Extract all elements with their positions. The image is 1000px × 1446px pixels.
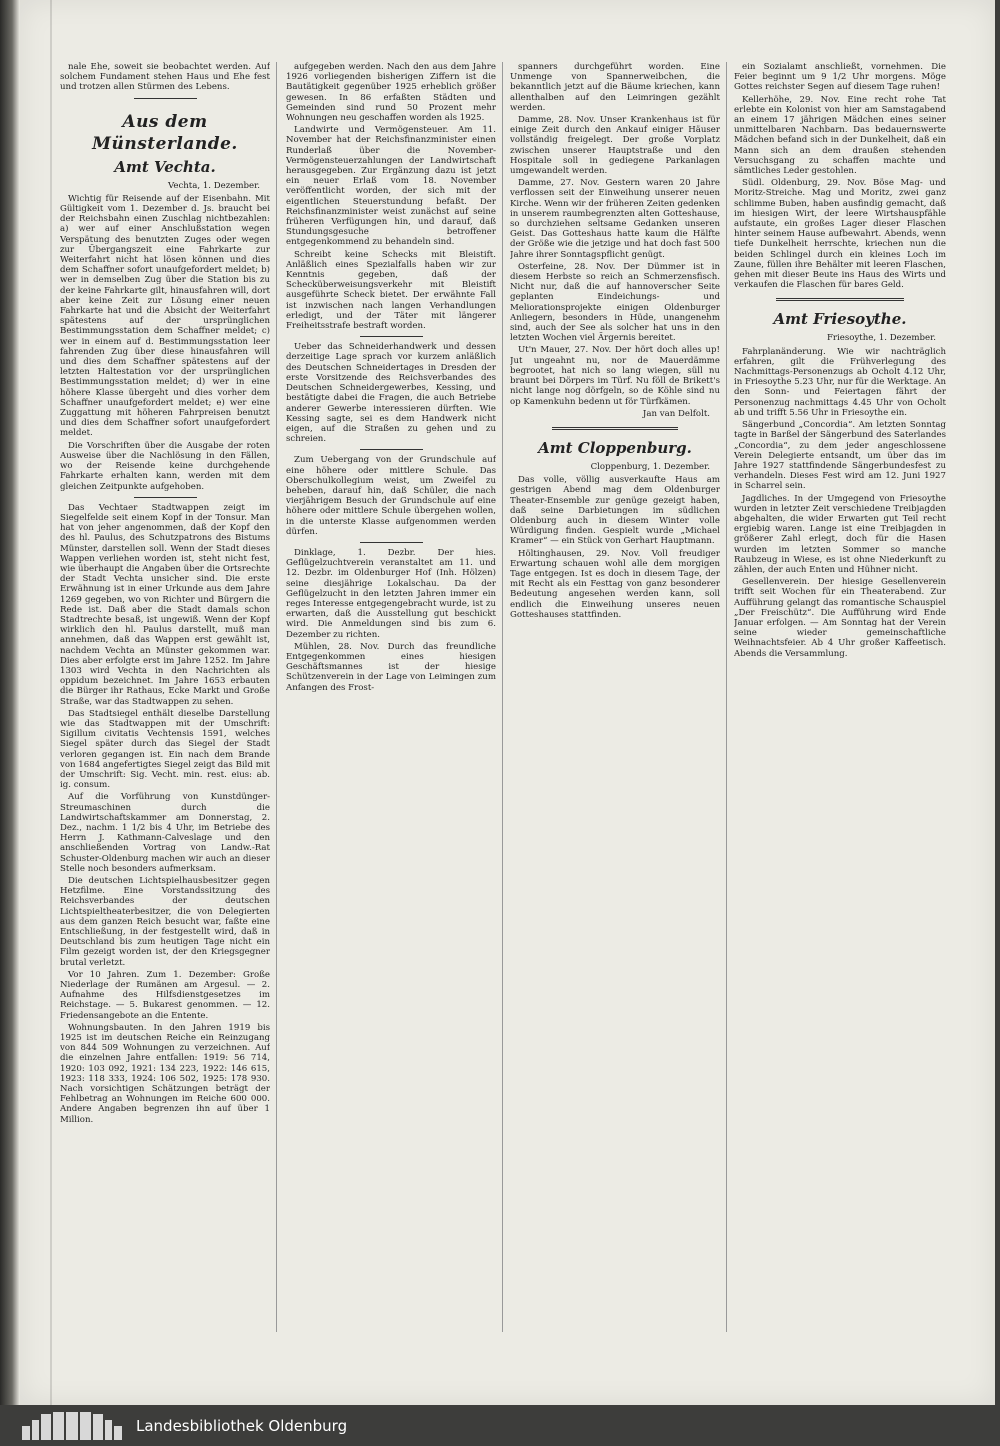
column-rule <box>726 62 727 1332</box>
article-text: Osterfeine, 28. Nov. Der Dümmer ist in diesem Herbste so reich an Schmerzensfisch. Nicht nur, daß die auf hannoverscher Seite geplanten Eindeichungs- und Meliorationsprojekte einigen Oldenburger Anliegern, besonders in Hüde, unangenehm sind, auch der See als solcher hat uns in den letzten Wochen viel Ärgernis bereitet. <box>510 261 720 344</box>
divider <box>552 427 678 430</box>
article-text: Damme, 28. Nov. Unser Krankenhaus ist für einige Zeit durch den Ankauf einiger Häuser vollständig freigelegt. Der große Vorplatz zwischen unserer Hauptstraße und den Hospitale soll in gediegene Parkanlagen umgewandelt werden. <box>510 115 720 177</box>
article-text: Landwirte und Vermögensteuer. Am 11. November hat der Reichsfinanzminister einen Runderlaß über die November-Vermögensteuerzahlungen der Landwirtschaft herausgegeben. Zur Ergänzung dazu ist jetzt ein neuer Erlaß vom 18. November veröffentlicht worden, der sich mit der eigentlichen Steuerstundung befaßt. Der Reichsfinanzminister weist zunächst auf seine früheren Verfügungen hin, und darauf, daß Stundungsgesuche betroffener entgegenkommend zu behandeln sind. <box>286 125 496 248</box>
footer-bar <box>0 1405 1000 1446</box>
dateline: Friesoythe, 1. Dezember. <box>826 333 936 344</box>
subsection-heading: Amt Friesoythe. <box>773 310 907 329</box>
column-4 <box>734 62 946 1372</box>
dateline: Vechta, 1. Dezember. <box>167 180 260 191</box>
signature: Jan van Delfolt. <box>642 408 710 419</box>
scan-edge <box>0 0 20 1405</box>
article-text: Sängerbund „Concordia“. Am letzten Sonntag tagte in Barßel der Sängerbund des Saterlandes „Concordia“, zu dem jeder angeschlossene Verein Delegierte entsandt, um über das im Jahre 1927 stattfindende Sängerbundesfest zu verhandeln. Dieses Fest wird am 12. Juni 1927 in Scharrel sein. <box>734 420 946 492</box>
article-text: Ut'n Mauer, 27. Nov. Der hört doch alles up! Jut ungeahnt nu, nor de Mauerdämme begrootet, hat nich so lang wiegen, süll nu braunt bei Dörpers im Türf. Nu föll de Brikett's nicht lange nog dörfgeln, so de Köhle sind nu op Kamenkuhn bedenn ut för Türfkämen. <box>510 345 720 407</box>
article-text: Kellerhöhe, 29. Nov. Eine recht rohe Tat erlebte ein Kolonist von hier am Samstagabend an einem 17 jährigen Mädchen eines seiner unmittelbaren Nachbarn. Das bedauernswerte Mädchen befand sich in der Dunkelheit, daß ein Mann sich an dem draußen stehenden Versuchsgang zu schaffen machte und sämtliches Leder gestohlen. <box>734 94 946 177</box>
article-text: Wichtig für Reisende auf der Eisenbahn. Mit Gültigkeit vom 1. Dezember d. Js. braucht bei der Reichsbahn einen Zuschlag nichtbezahlen: a) wer auf einer Anschlußstation wegen Verspätung des benutzten Zuges oder wegen zur Übergangszeit eine Fahrkarte zur Weiterfahrt nicht hat lösen können und dies dem Schaffner sofort unaufgefordert meldet; b) wer in demselben Zug über die Station bis zu der keine Fahrkarte gilt, hinausfahren will, dort aber keine Zeit zur Lösung einer neuen Fahrkarte hat und die Absicht der Weiterfahrt spätestens auf der ursprünglichen Bestimmungsstation dem Schaffner meldet; c) wer in einem auf d. Bestimmungsstation leer fahrenden Zug über diese hinausfahren will und dies dem Schaffner spätestens auf der letzten Haltestation vor der ursprünglichen Bestimmungsstation meldet; d) wer in eine höhere Klasse übergeht und dies vorher dem Schaffner unaufgefordert meldet; e) wer eine Zuggattung mit höheren Fahrpreisen benutzt und dies dem Schaffner sofort unaufgefordert meldet. <box>60 193 270 439</box>
subsection-heading: Amt Vechta. <box>114 157 216 176</box>
article-text: Auf die Vorführung von Kunstdünger-Streumaschinen durch die Landwirtschaftskammer am Donnerstag, 2. Dez., nachm. 1 1/2 bis 4 Uhr, im Betriebe des Herrn J. Kathmann-Calveslage und den anschließenden Vortrag von Landw.-Rat Schuster-Oldenburg machen wir auch an dieser Stelle noch besonders aufmerksam. <box>60 792 270 874</box>
article-text: Zum Uebergang von der Grundschule auf eine höhere oder mittlere Schule. Das Oberschulkollegium weist, um Zweifel zu beheben, darauf hin, daß Schüler, die nach vierjährigem Besuch der Grundschule auf eine höhere oder mittlere Schule übergehen wollen, in die unterste Klasse aufgenommen werden dürfen. <box>286 455 496 537</box>
article-text: Die deutschen Lichtspielhausbesitzer gegen Hetzfilme. Eine Vorstandssitzung des Reichsverbandes der deutschen Lichtspieltheaterbesitzer, die von Delegierten aus dem ganzen Reich besucht war, faßte eine Entschließung, in der festgestellt wird, daß in Deutschland bis zum heutigen Tage nicht ein Film gezeigt worden ist, der den Kriegsgegner brutal verletzt. <box>60 876 270 968</box>
article-text: Wohnungsbauten. In den Jahren 1919 bis 1925 ist im deutschen Reiche ein Reinzugang von 844 509 Wohnungen zu verzeichnen. Auf die einzelnen Jahre entfallen: 1919: 56 714, 1920: 103 092, 1921: 134 223, 1922: 146 615, 1923: 118 333, 1924: 106 502, 1925: 178 930. Nach vorsichtigen Schätzungen beträgt der Fehlbetrag an Wohnungen im Reiche 600 000. Andere Angaben begrenzen ihn auf über 1 Million. <box>60 1022 270 1125</box>
divider <box>360 336 423 337</box>
library-building-icon <box>22 1412 122 1440</box>
article-text: spanners durchgeführt worden. Eine Unmenge von Spannerweibchen, die bekanntlich jetzt auf die Bäume kriechen, kann allenthalben auf den Leimringen gezählt werden. <box>510 62 720 113</box>
article-text: nale Ehe, soweit sie beobachtet werden. Auf solchem Fundament stehen Haus und Ehe fest und trotzen allen Stürmen des Lebens. <box>60 62 270 93</box>
article-text: ein Sozialamt anschließt, vornehmen. Die Feier beginnt um 9 1/2 Uhr morgens. Möge Gottes reichster Segen auf diesem Tage ruhen! <box>734 62 946 93</box>
fold-line <box>50 0 52 1405</box>
article-text: Südl. Oldenburg, 29. Nov. Böse Mag- und Moritz-Streiche. Mag und Moritz, zwei ganz schlimme Buben, haben ausfindig gemacht, daß im hiesigen Wirt, der leere Wirtshauspfähle aufstaute, ein großes Lager dieser Flaschen hinter seinem Hause aufbewahrt. Abends, wenn tiefe Dunkelheit herrschte, kriechen nun die beiden Schlingel durch ein kleines Loch im Zaune, füllen ihre Behälter mit leeren Flaschen, gehen mit dieser Beute ins Haus des Wirts und verkaufen die Flaschen für bares Geld. <box>734 178 946 291</box>
divider <box>360 449 423 450</box>
dateline: Cloppenburg, 1. Dezember. <box>590 461 710 472</box>
column-2 <box>286 62 496 1372</box>
column-3 <box>510 62 720 1372</box>
article-text: Die Vorschriften über die Ausgabe der roten Ausweise über die Nachlösung in den Fällen, wo der Reisende keine durchgehende Fahrkarte erhalten kann, werden mit dem gleichen Zeitpunkte aufgehoben. <box>60 440 270 492</box>
article-text: Höltinghausen, 29. Nov. Voll freudiger Erwartung schauen wohl alle dem morgigen Tage entgegen. Ist es doch in diesem Tage, der mit Recht als ein Festtag von ganz besonderer Bedeutung angesehen werden kann, soll endlich die Einweihung unseres neuen Gotteshauses stattfinden. <box>510 548 720 620</box>
column-rule <box>276 62 277 1332</box>
article-text: Ueber das Schneiderhandwerk und dessen derzeitige Lage sprach vor kurzem anläßlich des Deutschen Schneidertages in Dresden der erste Vorsitzende des Reichsverbandes des Deutschen Schneidergewerbes, Kessing, und bestätigte dabei die Fragen, die auch Betriebe anderer Gewerbe interessieren dürften. Wie Kessing sagte, sei es dem Handwerk nicht eigen, auf die Straßen zu gehen und zu schreien. <box>286 342 496 445</box>
article-text: aufgegeben werden. Nach den aus dem Jahre 1926 vorliegenden bisherigen Ziffern ist die Bautätigkeit gegenüber 1925 erheblich größer gewesen. In 86 erfaßten Städten und Gemeinden sind rund 50 Prozent mehr Wohnungen neu geschaffen worden als 1925. <box>286 62 496 124</box>
section-heading: Aus dem Münsterlande. <box>92 111 238 154</box>
article-text: Dinklage, 1. Dezbr. Der hies. Geflügelzuchtverein veranstaltet am 11. und 12. Dezbr. im Oldenburger Hof (Inh. Hölzen) seine diesjährige Lokalschau. Da der Geflügelzucht in den letzten Jahren immer ein reges Interesse entgegengebracht wurde, ist zu erwarten, daß die Ausstellung gut beschickt wird. Die Anmeldungen sind bis zum 6. Dezember zu richten. <box>286 547 496 640</box>
article-text: Vor 10 Jahren. Zum 1. Dezember: Große Niederlage der Rumänen am Argesul. — 2. Aufnahme des Hilfsdienstgesetzes im Reichstage. — 5. Bukarest genommen. — 12. Friedensangebote an die Entente. <box>60 969 270 1021</box>
divider <box>134 497 197 498</box>
library-name: Landesbibliothek Oldenburg <box>136 1416 348 1435</box>
divider <box>360 542 423 543</box>
article-text: Schreibt keine Schecks mit Bleistift. Anläßlich eines Spezialfalls haben wir zur Kenntnis gegeben, daß der Schecküberweisungsverkehr mit Bleistift ausgeführte Scheck bietet. Der erwähnte Fall ist inzwischen nach langen Verhandlungen erledigt, und der Täter mit längerer Freiheitsstrafe bestraft worden. <box>286 249 496 332</box>
article-text: Das Vechtaer Stadtwappen zeigt im Siegelfelde seit einem Kopf in der Tonsur. Man hat von jeher angenommen, daß der Kopf den des hl. Paulus, des Schutzpatrons des Bistums Münster, darstellen soll. Wenn der Stadt dieses Wappen verliehen worden ist, steht nicht fest, wie überhaupt die Angaben über die Ortsrechte der Stadt Vechta unsicher sind. Die erste Erwähnung ist in einer Urkunde aus dem Jahre 1269 gegeben, wo von Richter und Bürgern die Rede ist. Daß aber die Stadt damals schon Stadtrechte besaß, ist ungewiß. Wenn der Kopf wirklich den hl. Paulus darstellt, muß man annehmen, daß das Wappen erst gewählt ist, nachdem Vechta an Münster gekommen war. Dies aber erfolgte erst im Jahre 1252. Im Jahre 1303 wird Vechta in den Nachrichten als oppidum bezeichnet. Im Jahre 1653 erbauten die Bürger ihr Rathaus, Ecke Markt und Große Straße, war das Stadtwappen zu sehen. <box>60 502 270 707</box>
article-text: Das volle, völlig ausverkaufte Haus am gestrigen Abend mag dem Oldenburger Theater-Ensemble zur genüge gezeigt haben, daß seine Darbietungen im südlichen Oldenburg auch in diesem Winter volle Würdigung finden. Gespielt wurde „Michael Kramer“ — ein Stück von Gerhart Hauptmann. <box>510 475 720 547</box>
article-text: Gesellenverein. Der hiesige Gesellenverein trifft seit Wochen für ein Theaterabend. Zur Aufführung gelangt das romantische Schauspiel „Der Freischütz“. Die Aufführung wird Ende Januar erfolgen. — Am Sonntag hat der Verein seine wieder gemeinschaftliche Weihnachtsfeier. Ab 4 Uhr großer Kaffeetisch. Abends die Versammlung. <box>734 577 946 659</box>
subsection-heading: Amt Cloppenburg. <box>538 438 692 457</box>
article-text: Fahrplanänderung. Wie wir nachträglich erfahren, gilt die Frühverlegung des Nachmittags-Personenzugs ab Ocholt 4.12 Uhr, in Friesoythe 5.23 Uhr, nur für die Werktage. An den Sonn- und Feiertagen fährt der Personenzug nachmittags 4.45 Uhr von Ocholt ab und trifft 5.56 Uhr in Friesoythe ein. <box>734 346 946 418</box>
article-text: Das Stadtsiegel enthält dieselbe Darstellung wie das Stadtwappen mit der Umschrift: Sigillum civitatis Vechtensis 1591, welches Siegel später durch das Siegel der Stadt verloren gegangen ist. Ein nach dem Brande von 1684 angefertigtes Siegel zeigt das Bild mit der Umschrift: Sig. Vecht. min. rest. eius: ab. ig. consum. <box>60 708 270 791</box>
article-text: Damme, 27. Nov. Gestern waren 20 Jahre verflossen seit der Einweihung unserer neuen Kirche. Wenn wir der früheren Zeiten gedenken in unserem raumbegrenzten alten Gotteshause, so durchziehen seltsame Gedanken unseren Geist. Das Gotteshaus hatte kaum die Hälfte der Größe wie die jetzige und hat doch fast 500 Jahre ihrer Sonntagspflicht genügt. <box>510 178 720 260</box>
article-text: Mühlen, 28. Nov. Durch das freundliche Entgegenkommen eines hiesigen Geschäftsmannes ist der hiesige Schützenverein in der Lage von Leimingen zum Anfangen des Frost- <box>286 641 496 693</box>
article-text: Jagdliches. In der Umgegend von Friesoythe wurden in letzter Zeit verschiedene Treibjagden abgehalten, die wider Erwarten gut Teil recht ergiebig waren. Lange ist eine Treibjagden in größerer Zahl erlegt, doch für die Hasen wurden im letzten Sommer so manche Raubzeug in Wiese, es ist ohne Niederkunft zu zählen, der auch Enten und Hühner nicht. <box>734 493 946 575</box>
column-rule <box>502 62 503 1332</box>
column-1 <box>60 62 270 1372</box>
divider <box>776 298 903 301</box>
divider <box>134 98 197 99</box>
